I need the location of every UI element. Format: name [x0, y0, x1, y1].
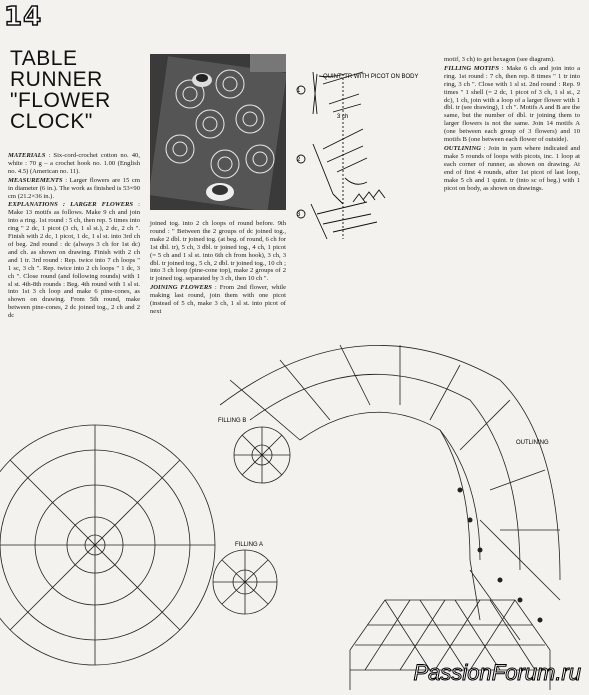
outlining-label: OUTLINING	[516, 440, 549, 446]
filling-a-label: FILLING A	[235, 542, 264, 548]
step-number: 1	[297, 88, 301, 94]
photo-illustration	[150, 54, 286, 210]
paragraph-heading: OUTLINING	[444, 144, 481, 152]
page-title	[10, 48, 140, 132]
stitch-steps-diagram	[293, 54, 439, 244]
paragraph-text: : Six-cord-crochet cotton no. 40, white : 70 g – a crochet hook no. 1.00 (English no. 4.5) (American no. 11).	[8, 152, 140, 175]
text-column-3	[444, 56, 580, 193]
paragraph	[444, 145, 580, 192]
crochet-chart-drawing	[0, 320, 589, 690]
paragraph	[444, 65, 580, 144]
paragraph-text: joined tog. into 2 ch loops of round before. 9th round : " Between the 2 groups of dc joined tog., make 2 dbl. tr joined tog. (at beg. of round, 6 ch for 1st dbl. tr), 5 ch, 3 dbl. tr joined tog., 4 ch, 1 picot (= 5 ch and 1 sl st. into 6th ch from hook), 3 ch, 3 dbl. tr joined tog., 5 ch, 2 dbl. tr joined tog., 10 ch ; into 3 ch loop (pine-cone top), make 2 groups of 2 tr joined tog. separated by 3 ch, then 10 ch ".	[150, 220, 286, 283]
paragraph	[444, 56, 580, 64]
step-number: 2	[297, 157, 301, 163]
title-line: RUNNER	[10, 68, 103, 91]
paragraph-text: : Larger flowers are 15 cm in diameter (6 in.). The work as finished is 53×90 cm (21.2×36 in.).	[8, 176, 140, 200]
paragraph-heading: EXPLANATIONS : LARGER FLOWERS	[8, 201, 134, 209]
paragraph-heading: JOINING FLOWERS	[150, 284, 212, 292]
text-column-1	[8, 152, 140, 321]
title-line: CLOCK"	[10, 110, 93, 133]
paragraph-text: motif, 3 ch) to get hexagon (see diagram).	[444, 56, 555, 63]
paragraph-heading: MATERIALS	[8, 152, 46, 159]
paragraph-heading: MEASUREMENTS	[8, 176, 63, 184]
paragraph-text: : Join in yarn where indicated and make 5 rounds of loops with picots, inc. 1 loop at each corner of runner, as shown on drawing. At end of first 4 rounds, after 1st picot of last loop, make 5 ch and 1 quint. tr (into sc of beg.) with 1 picot on body, as shown on drawings.	[444, 144, 580, 192]
paragraph	[8, 152, 140, 176]
crochet-chart	[0, 320, 589, 690]
paragraph-text: : From 2nd flower, while making last round, join them with one picot (instead of 5 ch, make 3 ch, 1 sl st. into picot of next	[150, 284, 286, 315]
paragraph	[8, 177, 140, 201]
table-runner-photo	[150, 54, 286, 210]
stitch-steps-drawing	[293, 54, 439, 244]
step-number: 3	[297, 212, 301, 218]
watermark: PassionForum.ru	[413, 660, 581, 685]
title-line: TABLE	[10, 47, 78, 70]
filling-b-label: FILLING B	[218, 418, 247, 424]
paragraph	[150, 284, 286, 316]
paragraph-text: : Make 6 ch and join into a ring. 1st round : 7 ch, then rep. 8 times " 1 tr into ring, 3 ch ". Close with 1 sl st. 2nd round : Rep. 9 times " 1 shell (= 2 dc, 1 picot of 3 ch, 1 sl st., 2 dc), 1 ch, join with a loop of a larger flower with 1 dbl. tr (see drawing), 1 ch ". Motifs A and B are the same, but the number of dbl. tr joining them to larger flowers is not the same. Join 14 motifs A (one between each group of 3 flowers) and 10 motifs B (one between each flower of outside).	[444, 64, 580, 144]
paragraph-heading: FILLING MOTIFS	[444, 64, 500, 72]
chain-label: 3 ch	[337, 114, 349, 120]
text-column-2	[150, 220, 286, 317]
paragraph	[8, 201, 140, 320]
paragraph-text: : Make 13 motifs as follows. Make 9 ch and join into a ring. 1st round : 5 ch, then rep. 5 times into ring " 2 dc, 1 picot (3 ch, 1 sl st.), 2 dc, 2 ch ". Finish with 2 dc, 1 picot, 1 dc, 1 sl st. into 3rd ch of beg. 2nd round : dc (always 3 ch for 1st dc) and ch. as shown on drawing. Finish with 2 ch and 1 tr. 3rd round : Rep. twice into 7 ch loops " 1 sc, 3 ch ". Rep. twice into 2 ch loops " 1 dc, 3 ch ". Close round (and following rounds) with 1 sl st. 4th-8th rounds : Beg. 4th round with 1 sl st. into 1st 3 ch loop and make 6 pine-cones, as shown on drawing. From 5th round, make between pine-cones, 2 dc joined tog., 2 ch and 2 dc	[8, 201, 140, 320]
page-number: 14	[4, 2, 43, 32]
title-line: "FLOWER	[10, 89, 111, 112]
step-label: QUINT. TR WITH PICOT ON BODY	[323, 74, 419, 80]
paragraph	[150, 220, 286, 283]
